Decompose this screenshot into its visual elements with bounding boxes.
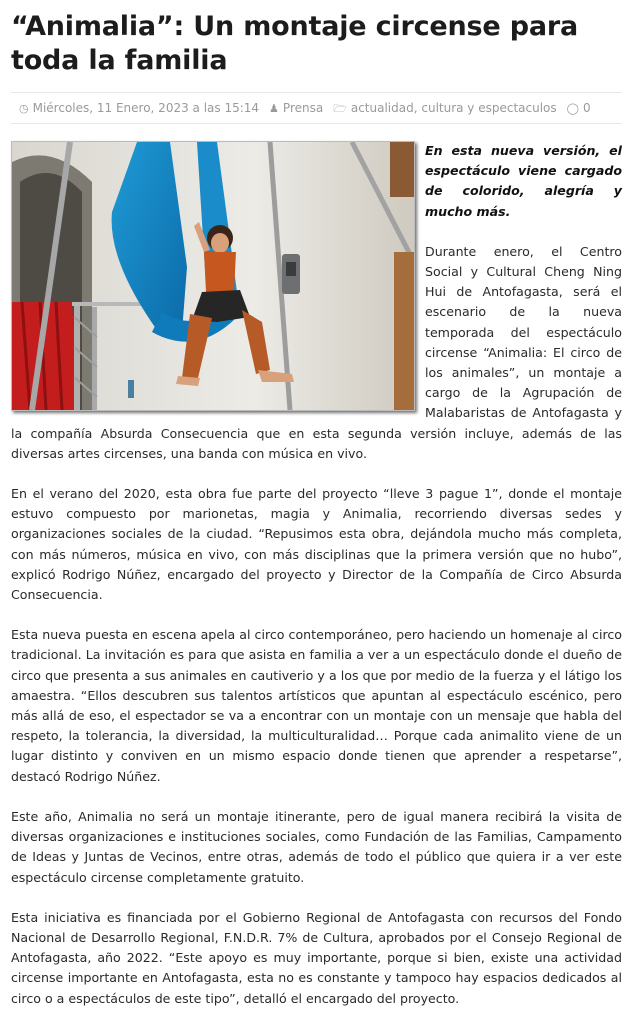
comments-count-link[interactable]: 0 — [582, 101, 591, 115]
article-lead: En esta nueva versión, el espectáculo viene cargado de colorido, alegría y mucho más. — [425, 143, 622, 219]
meta-date — [19, 101, 259, 115]
article-paragraph-1: Durante enero, el Centro Social y Cultural Cheng Ning Hui de Antofagasta, será el escenario de la nueva temporada del espectáculo circense “Animalia: El circo de los animales”, un montaje a cargo de la Agrupación de Malabaristas de Antofagasta y la compañía Absurda Consecuencia que en esta segunda versión incluye, además de las diversas artes circenses, una banda con música en vivo. — [11, 243, 622, 461]
comment-icon: ◯ — [566, 101, 579, 115]
categories-link[interactable]: actualidad, cultura y espectaculos — [350, 101, 557, 115]
article-photo — [11, 141, 415, 411]
article-paragraph-2: En el verano del 2020, esta obra fue parte del proyecto “lleve 3 pague 1”, donde el montaje estuvo compuesto por marionetas, magia y Animalia, recorriendo diversas sedes y organizaciones sociales de la ciudad. “Repusimos esta obra, dejándola mucho más completa, con más números, música en vivo, con más disciplinas que la primera versión que no hubo”, explicó Rodrigo Núñez, encargado del proyecto y Director de la Compañía de Circo Absurda Consecuencia. — [11, 486, 622, 603]
article-paragraph-5: Esta iniciativa es financiada por el Gobierno Regional de Antofagasta con recursos del Fondo Nacional de Desarrollo Regional, F.N.D.R. 7% de Cultura, aprobados por el Consejo Regional de Antofagasta, año 2022. “Este apoyo es muy importante, porque si bien, existe una actividad circense importante en Antofagasta, esta no es constante y tampoco hay espacios dedicados al circo o a espectáculos de este tipo”, detalló el encargado del proyecto. — [11, 909, 622, 1006]
clock-icon: ◷ — [19, 101, 29, 115]
meta-comments — [567, 101, 591, 115]
meta-categories — [333, 101, 556, 115]
date-text: Miércoles, 11 Enero, 2023 a las 15:14 — [32, 101, 260, 115]
article-paragraph-4: Este año, Animalia no será un montaje itinerante, pero de igual manera recibirá la visita de diversas organizaciones e instituciones sociales, como Fundación de las Familias, Campamento de Ideas y Juntas de Vecinos, entre otras, además de todo el público que quiera ir a ver este espectáculo circense completamente gratuito. — [11, 808, 622, 885]
article-meta-bar — [11, 92, 622, 124]
user-icon: ♟ — [269, 101, 279, 115]
folder-icon: 🗁 — [333, 101, 347, 115]
aerial-silk-performer-photo — [12, 142, 414, 410]
article-paragraph-3: Esta nueva puesta en escena apela al circo contemporáneo, pero haciendo un homenaje al circo tradicional. La invitación es para que asista en familia a ver a un espectáculo donde el dueño de circo que presenta a sus animales en cautiverio y a los que por medio de la fuerza y el látigo los amaestra. “Ellos descubren sus talentos artísticos que apuntan al espectáculo escénico, pero más allá de eso, el espectador se va a encontrar con un montaje con un mensaje que habla del respeto, la tolerancia, la diversidad, la multiculturalidad… Porque cada animalito viene de un lugar distinto y conviven en un mismo espacio donde tienen que aprender a respetarse”, destacó Rodrigo Núñez. — [11, 627, 622, 784]
article-title: “Animalia”: Un montaje circense para toda la familia — [11, 11, 578, 76]
meta-author — [269, 101, 323, 115]
article-body — [11, 141, 622, 1009]
author-link[interactable]: Prensa — [282, 101, 324, 115]
